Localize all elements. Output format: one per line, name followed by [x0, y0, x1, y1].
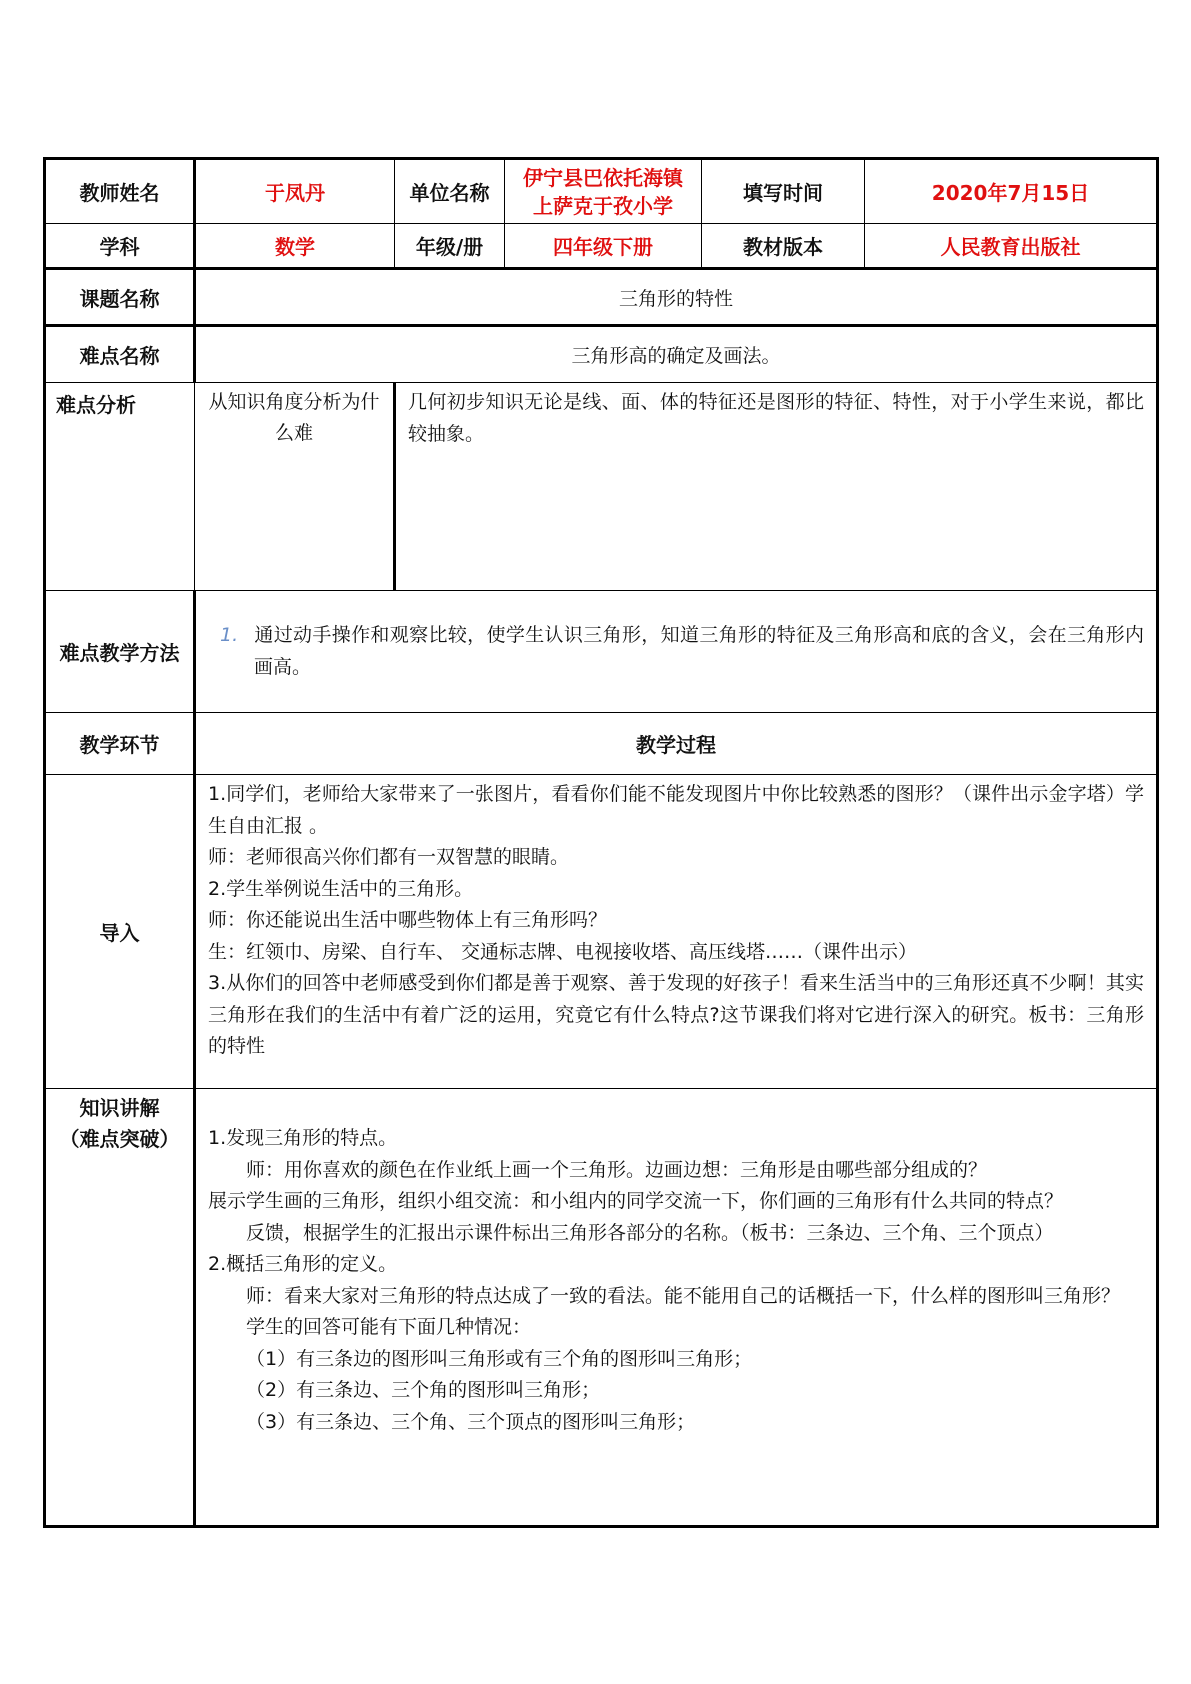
- process-header-row: [45, 713, 1158, 775]
- teacher-name-label: 教师姓名: [45, 159, 195, 224]
- intro-line: 3.从你们的回答中老师感受到你们都是善于观察、善于发现的好孩子！看来生活当中的三角形还真不少啊！其实三角形在我们的生活中有着广泛的运用，究竟它有什么特点?这节课我们将对它进行深入的研究。板书：三角形的特性: [208, 972, 1144, 1057]
- edition-label: 教材版本: [702, 224, 865, 269]
- intro-line: 师：老师很高兴你们都有一双智慧的眼睛。: [208, 846, 570, 868]
- knowledge-line: （2）有三条边、三个角的图形叫三角形；: [246, 1379, 601, 1401]
- knowledge-content: [195, 1089, 1158, 1527]
- unit-name-value: [505, 159, 702, 224]
- intro-line: 1.同学们，老师给大家带来了一张图片，看看你们能不能发现图片中你比较熟悉的图形？（课件出示金字塔）学生自由汇报 。: [208, 783, 1144, 837]
- method-label: [45, 591, 195, 713]
- knowledge-line: （3）有三条边、三个角、三个顶点的图形叫三角形；: [246, 1410, 696, 1433]
- analysis-sub-label: 从知识角度分析为什么难: [195, 383, 395, 591]
- topic-row: [45, 269, 1158, 326]
- intro-label: 导入: [45, 775, 195, 1089]
- unit-name-line2: 上萨克于孜小学: [533, 193, 673, 218]
- knowledge-label: [45, 1089, 195, 1527]
- difficulty-label: 难点名称: [45, 326, 195, 383]
- subject-label: 学科: [45, 224, 195, 269]
- analysis-content: 几何初步知识无论是线、面、体的特征还是图形的特征、特性，对于小学生来说，都比较抽象。: [395, 383, 1158, 591]
- knowledge-line: 展示学生画的三角形，组织小组交流：和小组内的同学交流一下，你们画的三角形有什么共同的特点？: [208, 1190, 1064, 1212]
- fill-date-value: 2020年7月15日: [865, 159, 1158, 224]
- method-content: [195, 591, 1158, 713]
- intro-line: 2.学生举例说生活中的三角形。: [208, 877, 474, 900]
- knowledge-line: 师：用你喜欢的颜色在作业纸上画一个三角形。边画边想：三角形是由哪些部分组成的？: [246, 1158, 988, 1181]
- header-row-1: [45, 159, 1158, 224]
- knowledge-label-line1: 知识讲解: [79, 1096, 160, 1120]
- header-row-2: [45, 224, 1158, 269]
- topic-label: 课题名称: [45, 269, 195, 326]
- process-header-value: 教学过程: [195, 713, 1158, 775]
- fill-date-label: 填写时间: [702, 159, 865, 224]
- method-label-text: 难点教学方法: [59, 641, 180, 665]
- unit-name-label: 单位名称: [395, 159, 505, 224]
- analysis-label: 难点分析: [45, 383, 195, 591]
- intro-row: [45, 775, 1158, 1089]
- intro-content: [195, 775, 1158, 1089]
- knowledge-line: 学生的回答可能有下面几种情况：: [246, 1316, 532, 1338]
- lesson-plan-table: [43, 157, 1156, 1527]
- knowledge-line: 1.发现三角形的特点。: [208, 1127, 398, 1149]
- grade-value: 四年级下册: [505, 224, 702, 269]
- topic-value: 三角形的特性: [195, 269, 1158, 326]
- intro-line: 师：你还能说出生活中哪些物体上有三角形吗？: [208, 909, 608, 931]
- method-list-number: 1.: [220, 624, 239, 646]
- difficulty-row: [45, 326, 1158, 383]
- teacher-name-value: 于凤丹: [195, 159, 395, 224]
- analysis-row: [45, 383, 1158, 591]
- knowledge-line: 2.概括三角形的定义。: [208, 1253, 398, 1275]
- subject-value: 数学: [195, 224, 395, 269]
- intro-line: 生：红领巾、房梁、自行车、 交通标志牌、电视接收塔、高压线塔……（课件出示）: [208, 940, 918, 963]
- knowledge-line: （1）有三条边的图形叫三角形或有三个角的图形叫三角形；: [246, 1347, 753, 1370]
- knowledge-label-line2: （难点突破）: [59, 1127, 180, 1151]
- method-row: [45, 591, 1158, 713]
- process-stage-label: 教学环节: [45, 713, 195, 775]
- difficulty-value: 三角形高的确定及画法。: [195, 326, 1158, 383]
- knowledge-row: [45, 1089, 1158, 1527]
- grade-label: 年级/册: [395, 224, 505, 269]
- method-text: 通过动手操作和观察比较，使学生认识三角形，知道三角形的特征及三角形高和底的含义，会在三角形内画高。: [254, 624, 1144, 678]
- edition-value: 人民教育出版社: [865, 224, 1158, 269]
- unit-name-line1: 伊宁县巴依托海镇: [523, 165, 683, 190]
- knowledge-line: 师：看来大家对三角形的特点达成了一致的看法。能不能用自己的话概括一下，什么样的图形叫三角形？: [246, 1284, 1121, 1307]
- knowledge-line: 反馈，根据学生的汇报出示课件标出三角形各部分的名称。（板书：三条边、三个角、三个顶点）: [246, 1221, 1054, 1244]
